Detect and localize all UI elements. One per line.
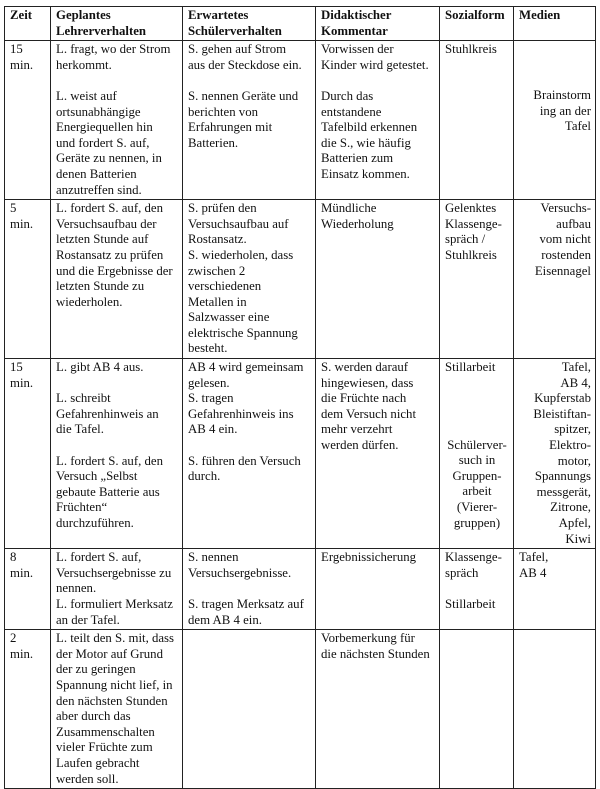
table-row [5,200,596,359]
cell-sozialform: Gelenktes Klassenge- spräch / Stuhlkreis [440,200,514,359]
header-sozialform: Sozialform [440,7,514,41]
cell-schuelerverhalten [183,630,316,789]
cell-medien: Tafel, AB 4, Kupferstab Bleistiftan- spitzer, Elektro- motor, Spannungs messgerät, Zitrone, Apfel, Kiwi [514,359,596,549]
cell-schuelerverhalten: AB 4 wird gemeinsam gelesen. S. tragen Gefahrenhinweis ins AB 4 ein. S. führen den Versuch durch. [183,359,316,549]
cell-kommentar: Vorwissen der Kinder wird getestet. Durch das entstandene Tafelbild erkennen die S., wie häufig Batterien zum Einsatz kommen. [316,41,440,200]
cell-zeit: 15 min. [5,41,51,200]
header-kommentar: Didaktischer Kommentar [316,7,440,41]
cell-lehrerverhalten: L. fragt, wo der Strom herkommt. L. weist auf ortsunabhängige Energiequellen hin und fordert S. auf, Geräte zu nennen, in denen Batterien anzutreffen sind. [51,41,183,200]
table-row [5,630,596,789]
header-zeit: Zeit [5,7,51,41]
header-schuelerverhalten: Erwartetes Schülerverhalten [183,7,316,41]
cell-sozialform: Stuhlkreis [440,41,514,200]
cell-kommentar: Vorbemerkung für die nächsten Stunden [316,630,440,789]
cell-sozialform: Klassenge- spräch Stillarbeit [440,549,514,630]
cell-sozialform: Stillarbeit Schülerver- such in Gruppen- arbeit (Vierer- gruppen) [440,359,514,549]
cell-zeit: 2 min. [5,630,51,789]
cell-medien: Brainstorm ing an der Tafel [514,41,596,200]
cell-kommentar: S. werden darauf hingewiesen, dass die Früchte nach dem Versuch nicht mehr verzehrt werden dürfen. [316,359,440,549]
header-medien: Medien [514,7,596,41]
header-row [5,7,596,41]
cell-zeit: 5 min. [5,200,51,359]
cell-schuelerverhalten: S. nennen Versuchsergebnisse. S. tragen Merksatz auf dem AB 4 ein. [183,549,316,630]
cell-schuelerverhalten: S. gehen auf Strom aus der Steckdose ein. S. nennen Geräte und berichten von Erfahrungen mit Batterien. [183,41,316,200]
cell-medien: Tafel, AB 4 [514,549,596,630]
table-row [5,549,596,630]
cell-medien: Versuchs- aufbau vom nicht rostenden Eisennagel [514,200,596,359]
cell-lehrerverhalten: L. gibt AB 4 aus. L. schreibt Gefahrenhinweis an die Tafel. L. fordert S. auf, den Versuch „Selbst gebaute Batterie aus Früchten“ durchzuführen. [51,359,183,549]
table-row [5,359,596,549]
cell-sozialform [440,630,514,789]
cell-lehrerverhalten: L. fordert S. auf, Versuchsergebnisse zu nennen. L. formuliert Merksatz an der Tafel. [51,549,183,630]
cell-kommentar: Ergebnissicherung [316,549,440,630]
cell-kommentar: Mündliche Wiederholung [316,200,440,359]
cell-zeit: 8 min. [5,549,51,630]
cell-lehrerverhalten: L. teilt den S. mit, dass der Motor auf Grund der zu geringen Spannung nicht lief, in den nächsten Stunden aber durch das Zusammenschalten vieler Früchte zum Laufen gebracht werden soll. [51,630,183,789]
cell-zeit: 15 min. [5,359,51,549]
header-lehrerverhalten: Geplantes Lehrerverhalten [51,7,183,41]
lesson-plan-table [4,6,596,789]
table-row [5,41,596,200]
cell-schuelerverhalten: S. prüfen den Versuchsaufbau auf Rostansatz. S. wiederholen, dass zwischen 2 verschiedenen Metallen in Salzwasser eine elektrische Spannung besteht. [183,200,316,359]
cell-lehrerverhalten: L. fordert S. auf, den Versuchsaufbau der letzten Stunde auf Rostansatz zu prüfen und die Ergebnisse der letzten Stunde zu wiederholen. [51,200,183,359]
cell-medien [514,630,596,789]
